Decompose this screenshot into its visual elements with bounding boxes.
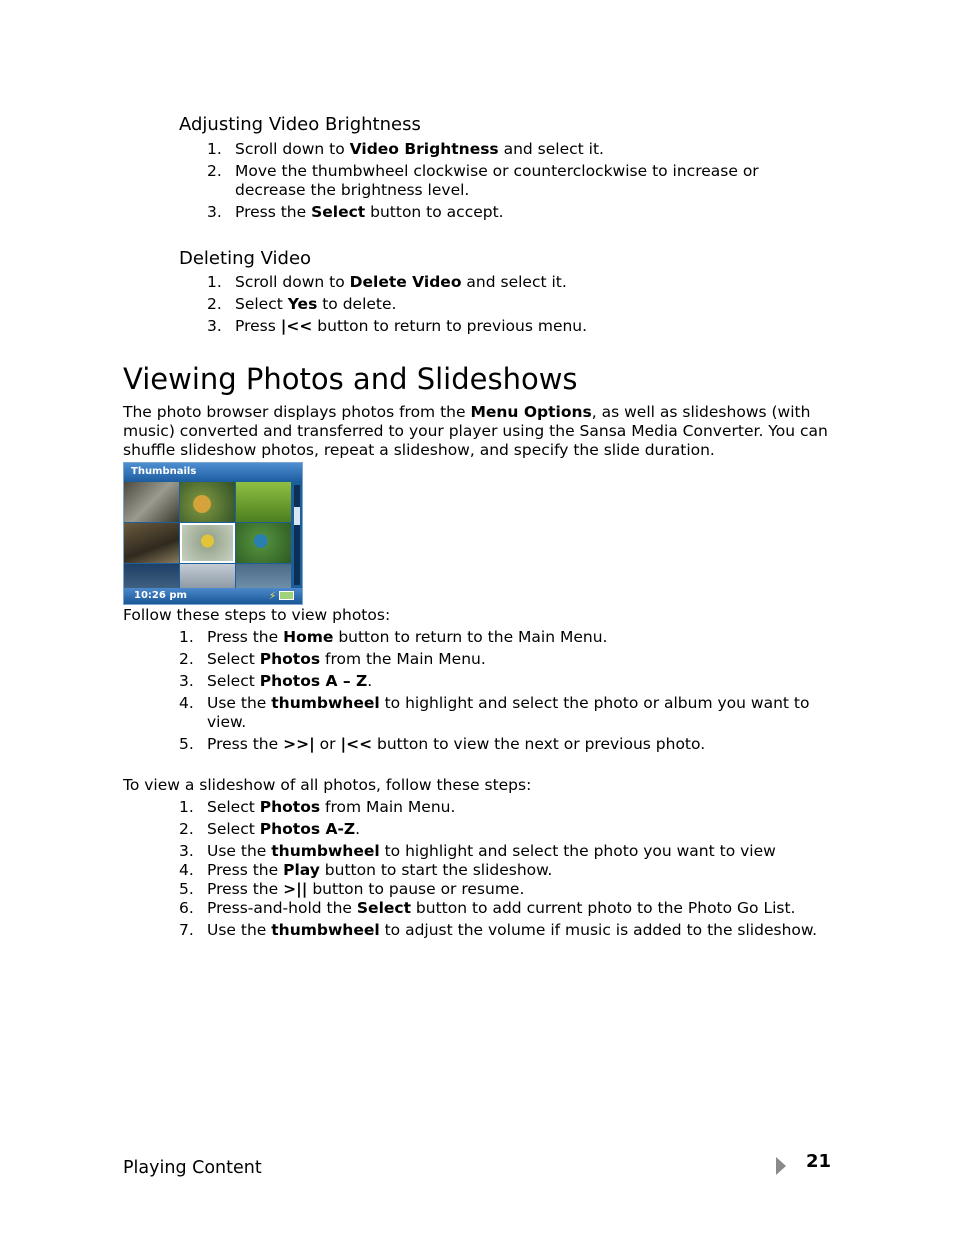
list-item: 5. Press the >>| or |<< button to view the next or previous photo. bbox=[179, 735, 706, 753]
thumbnail bbox=[236, 482, 291, 522]
page-heading: Viewing Photos and Slideshows bbox=[123, 362, 578, 396]
list-item: 2. Select Photos A-Z. bbox=[179, 820, 361, 838]
view-photos-steps bbox=[179, 628, 839, 757]
thumbnail bbox=[124, 482, 179, 522]
list-item: 1. Scroll down to Delete Video and select it. bbox=[207, 273, 567, 291]
thumbnails-screenshot bbox=[123, 462, 303, 605]
slideshow-intro: To view a slideshow of all photos, follow these steps: bbox=[123, 776, 532, 794]
subheading-video-brightness: Adjusting Video Brightness bbox=[179, 114, 421, 135]
scrollbar bbox=[294, 485, 300, 585]
screenshot-title: Thumbnails bbox=[124, 463, 302, 481]
thumbnail bbox=[124, 523, 179, 563]
list-item: 1. Select Photos from Main Menu. bbox=[179, 798, 456, 816]
list-item: 3. Press |<< button to return to previous menu. bbox=[207, 317, 588, 335]
list-item: 2. Move the thumbwheel clockwise or counterclockwise to increase or decrease the brightness level. bbox=[207, 162, 759, 199]
scrollbar-thumb bbox=[294, 507, 300, 525]
view-photos-intro: Follow these steps to view photos: bbox=[123, 606, 391, 624]
charging-icon: ⚡ bbox=[268, 591, 276, 602]
page-number: 21 bbox=[806, 1151, 832, 1172]
list-item: 1. Press the Home button to return to the Main Menu. bbox=[179, 628, 608, 646]
list-item: 2. Select Yes to delete. bbox=[207, 295, 397, 313]
list-item: 2. Select Photos from the Main Menu. bbox=[179, 650, 486, 668]
list-item: 1. Scroll down to Video Brightness and select it. bbox=[207, 140, 604, 158]
page-arrow-icon bbox=[776, 1157, 786, 1175]
list-item: 4. Press the Play button to start the slideshow. bbox=[179, 861, 553, 879]
thumbnail bbox=[236, 564, 291, 588]
battery-icon bbox=[279, 591, 294, 600]
list-item: 3. Use the thumbwheel to highlight and select the photo you want to view bbox=[179, 842, 776, 860]
list-item: 6. Press-and-hold the Select button to add current photo to the Photo Go List. bbox=[179, 899, 796, 917]
thumbnail-grid bbox=[124, 482, 292, 588]
list-item: 3. Press the Select button to accept. bbox=[207, 203, 504, 221]
clock-time: 10:26 pm bbox=[134, 590, 187, 601]
list-item: 5. Press the >|| button to pause or resume. bbox=[179, 880, 525, 898]
list-item: 3. Select Photos A – Z. bbox=[179, 672, 373, 690]
thumbnail bbox=[180, 482, 235, 522]
subheading-deleting-video: Deleting Video bbox=[179, 248, 312, 269]
list-item: 7. Use the thumbwheel to adjust the volume if music is added to the slideshow. bbox=[179, 921, 818, 939]
brightness-steps bbox=[207, 140, 847, 225]
footer-section-title: Playing Content bbox=[123, 1158, 262, 1178]
thumbnail bbox=[124, 564, 179, 588]
intro-paragraph: The photo browser displays photos from the Menu Options, as well as slideshows (with music) converted and transferred to your player using the Sansa Media Converter. You can shuffle slideshow photos, repeat a slideshow, and specify the slide duration. bbox=[123, 403, 828, 459]
thumbnail-selected bbox=[180, 523, 235, 563]
slideshow-steps bbox=[179, 798, 859, 943]
thumbnail bbox=[180, 564, 235, 588]
delete-steps bbox=[207, 273, 847, 339]
thumbnail bbox=[236, 523, 291, 563]
list-item: 4. Use the thumbwheel to highlight and select the photo or album you want to view. bbox=[179, 694, 810, 731]
